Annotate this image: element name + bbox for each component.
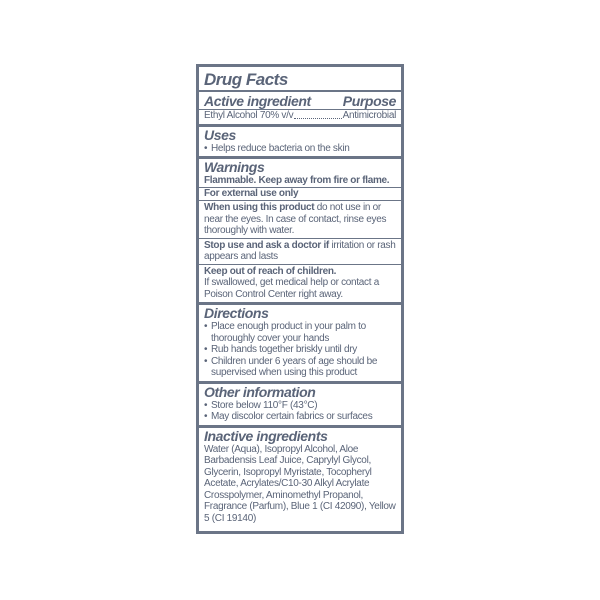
list-item: • Children under 6 years of age should be supervised when using this product [204,355,378,378]
inactive-ingredients-heading: Inactive ingredients [204,427,328,444]
when-using-warning: When using this product do not use in or near the eyes. In case of contact, rinse eyes thoroughly with water. [204,202,387,236]
active-ingredient-section [199,92,401,124]
active-ingredient-name: Ethyl Alcohol 70% v/v [204,110,294,121]
warnings-section [199,159,401,187]
keep-out-warning: Keep out of reach of children. If swallowed, get medical help or contact a Poison Control Center right away. [204,265,379,300]
list-item: • Store below 110°F (43°C) [204,399,318,411]
leader-dots [294,118,341,119]
directions-section [199,305,401,381]
active-ingredient-heading: Active ingredient [204,93,311,109]
uses-section [199,127,401,157]
drug-facts-panel [196,64,404,534]
other-information-section [199,384,401,425]
stop-use-warning: Stop use and ask a doctor if irritation or rash appears and lasts [204,239,396,262]
active-ingredient-purpose: Antimicrobial [342,110,396,121]
inactive-ingredients-text: Water (Aqua), Isopropyl Alcohol, Aloe Barbadensis Leaf Juice, Caprylyl Glycol, Glycerin, Isopropyl Myristate, Tocopheryl Acetate, Acrylates/C10-30 Alkyl Acrylate Crosspolymer, Aminomethyl Propanol, Fragrance (Parfum), Blue 1 (CI 42090), Yellow 5 (CI 19140) [204,443,396,524]
list-item: • Helps reduce bacteria on the skin [204,142,350,154]
purpose-heading: Purpose [342,93,396,109]
inactive-ingredients-section [199,428,401,527]
directions-heading: Directions [204,305,269,321]
uses-heading: Uses [204,126,236,143]
list-item: • May discolor certain fabrics or surfaces [204,411,373,422]
list-item: • Place enough product in your palm to thoroughly cover your hands [204,321,366,344]
external-use-warning: For external use only [204,187,299,199]
drug-facts-title: Drug Facts [204,70,288,89]
flammable-warning: Flammable. Keep away from fire or flame. [204,175,390,186]
other-information-heading: Other information [204,383,316,400]
warnings-heading: Warnings [204,159,265,175]
list-item: • Rub hands together briskly until dry [204,344,357,355]
